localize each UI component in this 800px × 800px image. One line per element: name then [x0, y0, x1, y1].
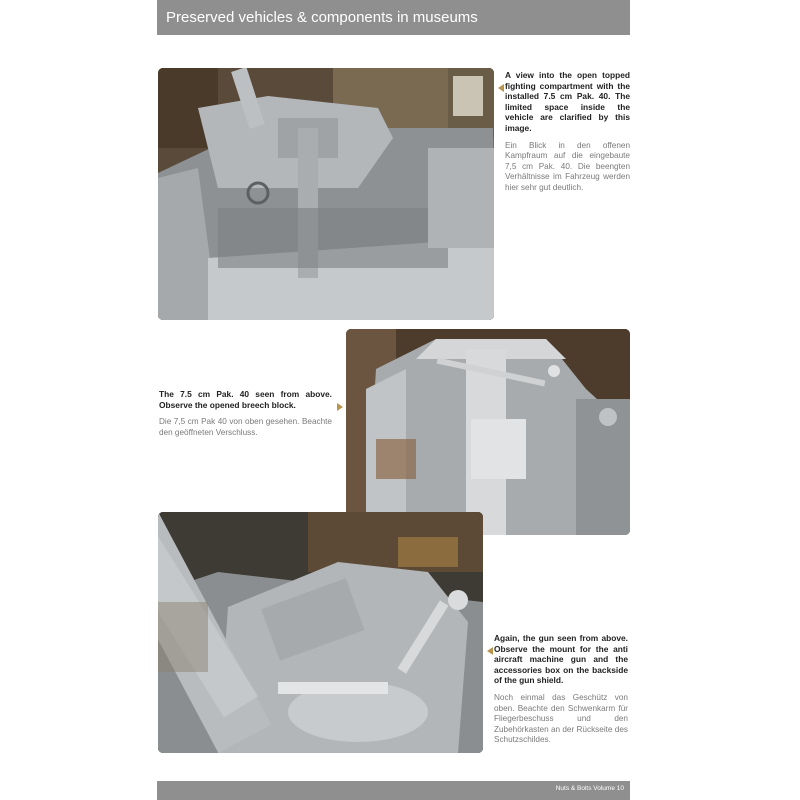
caption-3 [494, 633, 628, 746]
photo-gun-and-aa-mount [158, 512, 483, 753]
photo-pak40-from-above [346, 329, 630, 535]
photo-fighting-compartment [158, 68, 494, 320]
page-title: Preserved vehicles & components in museums [166, 9, 478, 26]
page-footer [157, 781, 630, 800]
caption-3-german: Noch einmal das Geschütz von oben. Beachte den Schwenkarm für Fliegerbeschuss und den Zubehörkasten an der Rückseite des Schutzschildes. [494, 692, 628, 745]
caption-pointer-2 [337, 403, 343, 411]
footer-volume-label: Nuts & Bolts Volume 10 [555, 785, 624, 792]
caption-1-english: A view into the open topped fighting compartment with the installed 7.5 cm Pak. 40. The limited space inside the vehicle are clarified by this image. [505, 70, 630, 133]
caption-2-english: The 7.5 cm Pak. 40 seen from above. Observe the opened breech block. [159, 389, 332, 410]
page-header [157, 0, 630, 35]
caption-pointer-1 [498, 84, 504, 92]
caption-1 [505, 70, 630, 194]
caption-2 [159, 389, 332, 438]
caption-1-german: Ein Blick in den offenen Kampfraum auf die eingebaute 7,5 cm Pak. 40. Die beengten Verhältnisse im Fahrzeug werden hier sehr gut deutlich. [505, 140, 630, 192]
caption-3-english: Again, the gun seen from above. Observe the mount for the anti aircraft machine gun and the accessories box on the backside of the gun shield. [494, 633, 628, 686]
caption-2-german: Die 7,5 cm Pak 40 von oben gesehen. Beachte den geöffneten Verschluss. [159, 417, 332, 437]
caption-pointer-3 [487, 647, 493, 655]
